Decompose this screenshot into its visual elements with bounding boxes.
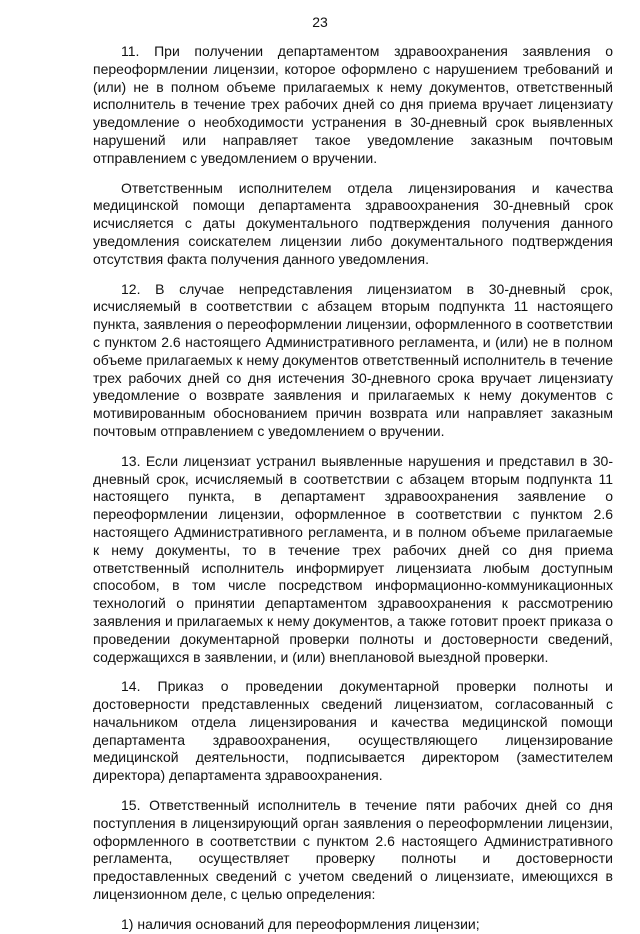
paragraph-11-deadline: Ответственным исполнителем отдела лицензирования и качества медицинской помощи департамента здравоохранения 30-дневный срок исчисляется с даты документального подтверждения получения данного уведомления соискателем лицензии либо документального подтверждения отсутствия факта получения данного уведомления. [93,179,613,267]
paragraph-13: 13. Если лицензиат устранил выявленные нарушения и представил в 30-дневный срок, исчисляемый в соответствии с абзацем вторым подпункта 11 настоящего пункта, в департамент здравоохранения заявление о переоформлении лицензии, оформленное в соответствии с пунктом 2.6 настоящего Административного регламента, и в полном объеме прилагаемые к нему документы, то в течение трех рабочих дней со дня приема ответственный исполнитель информирует лицензиата любым доступным способом, в том числе посредством информационно-коммуникационных технологий о принятии департаментом здравоохранения к рассмотрению заявления и прилагаемых к нему документов, а также готовит проект приказа о проведении документарной проверки полноты и достоверности сведений, содержащихся в заявлении, и (или) внеплановой выездной проверки. [93,452,613,665]
paragraph-15: 15. Ответственный исполнитель в течение пяти рабочих дней со дня поступления в лицензирующий орган заявления о переоформлении лицензии, оформленного в соответствии с пунктом 2.6 настоящего Административного регламента, осуществляет проверку полноты и достоверности предоставленных сведений с учетом сведений о лицензиате, имеющихся в лицензионном деле, с целью определения: [93,797,613,903]
paragraph-12: 12. В случае непредставления лицензиатом в 30-дневный срок, исчисляемый в соответствии с абзацем вторым подпункта 11 настоящего пункта, заявления о переоформлении лицензии, оформленного в соответствии с пунктом 2.6 настоящего Административного регламента, и (или) не в полном объеме прилагаемых к нему документов ответственный исполнитель в течение трех рабочих дней со дня истечения 30-дневного срока вручает лицензиату уведомление о возврате заявления и прилагаемых к нему документов с мотивированным обоснованием причин возврата или направляет заказным почтовым отправлением с уведомлением о вручении. [93,280,613,439]
paragraph-11: 11. При получении департаментом здравоохранения заявления о переоформлении лицензии, которое оформлено с нарушением требований и (или) не в полном объеме прилагаемых к нему документов, ответственный исполнитель в течение трех рабочих дней со дня приема вручает лицензиату уведомление о необходимости устранения в 30-дневный срок выявленных нарушений или направляет такое уведомление заказным почтовым отправлением с уведомлением о вручении. [93,43,613,166]
page-number: 23 [312,14,328,30]
paragraph-14: 14. Приказ о проведении документарной проверки полноты и достоверности представленных сведений лицензиатом, согласованный с начальником отдела лицензирования и качества медицинской помощи департамента здравоохранения, осуществляющего лицензирование медицинской деятельности, подписывается директором (заместителем директора) департамента здравоохранения. [93,678,613,784]
document-body [93,43,613,934]
paragraph-15-item-1: 1) наличия оснований для переоформления лицензии; [121,915,480,932]
